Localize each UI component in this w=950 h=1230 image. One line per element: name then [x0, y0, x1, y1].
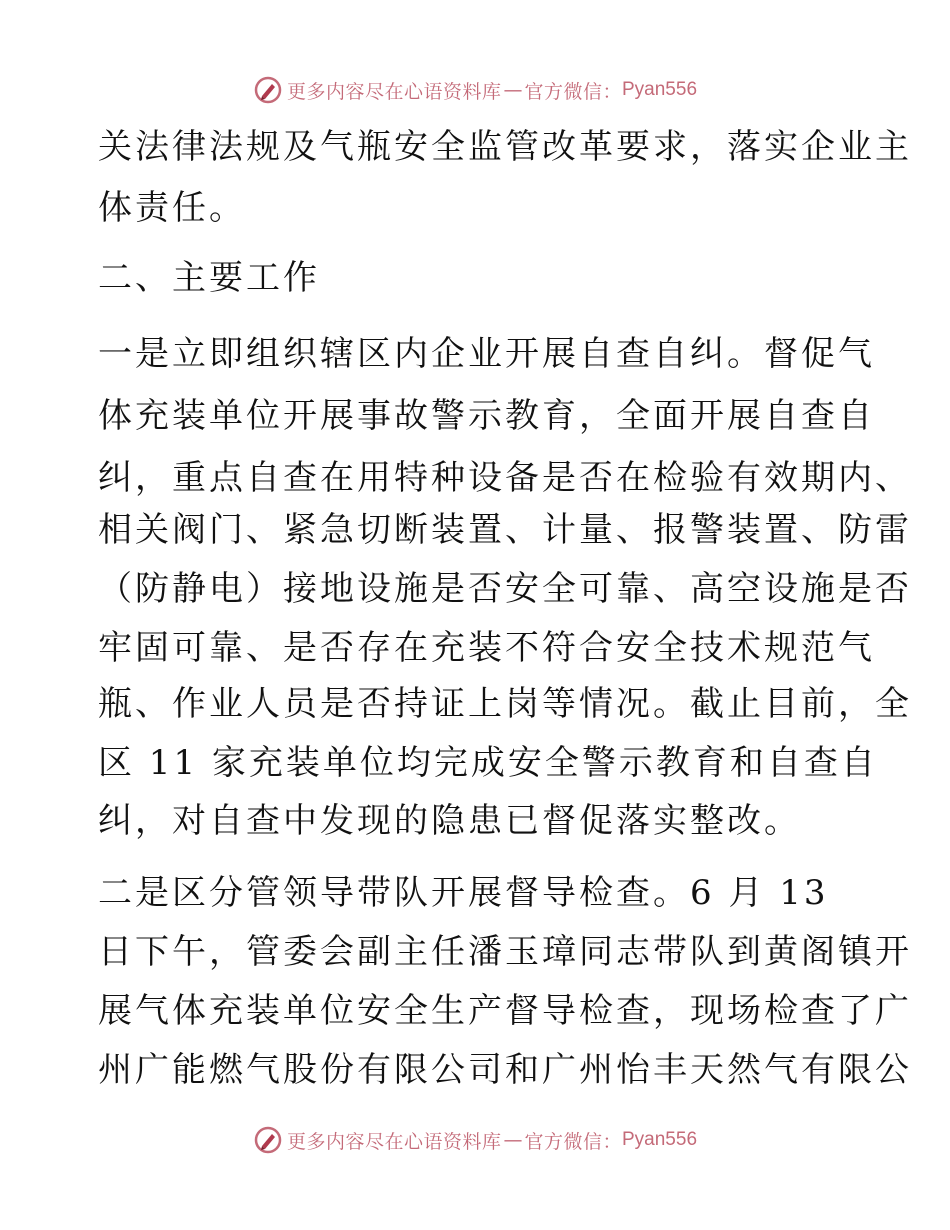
text-line: 二是区分管领导带队开展督导检查。6 月 13	[98, 873, 829, 913]
text-line: 体充装单位开展事故警示教育，全面开展自查自	[98, 396, 875, 436]
text-line: 体责任。	[98, 188, 246, 228]
watermark-text: 更多内容尽在心语资料库	[286, 80, 502, 103]
watermark-separator: —	[503, 1129, 523, 1151]
pen-logo-icon	[253, 1125, 283, 1155]
text-line: 区 11 家充装单位均完成安全警示教育和自查自	[98, 743, 878, 783]
watermark-handle: Pyan556	[622, 79, 698, 100]
watermark-handle: Pyan556	[622, 1129, 698, 1150]
text-line: 一是立即组织辖区内企业开展自查自纠。督促气	[98, 334, 875, 374]
footer-watermark	[0, 1120, 950, 1160]
watermark-separator: —	[503, 79, 523, 101]
watermark-wechat-label: 官方微信：	[524, 80, 622, 103]
text-line: 纠，重点自查在用特种设备是否在检验有效期内、	[98, 458, 912, 498]
text-line: 纠，对自查中发现的隐患已督促落实整改。	[98, 801, 801, 841]
watermark-wechat-label: 官方微信：	[524, 1130, 622, 1153]
text-line: 日下午，管委会副主任潘玉璋同志带队到黄阁镇开	[98, 932, 912, 972]
text-line: 关法律法规及气瓶安全监管改革要求，落实企业主	[98, 127, 912, 167]
pen-logo-icon	[253, 75, 283, 105]
text-line: 展气体充装单位安全生产督导检查，现场检查了广	[98, 991, 912, 1031]
text-line: 州广能燃气股份有限公司和广州怡丰天然气有限公	[98, 1050, 912, 1090]
watermark-text: 更多内容尽在心语资料库	[286, 1130, 502, 1153]
text-line: 瓶、作业人员是否持证上岗等情况。截止目前，全	[98, 684, 912, 724]
section-heading: 二、主要工作	[98, 258, 320, 298]
header-watermark	[0, 70, 950, 110]
text-line: 牢固可靠、是否存在充装不符合安全技术规范气	[98, 628, 875, 668]
text-line: （防静电）接地设施是否安全可靠、高空设施是否	[98, 569, 912, 609]
text-line: 相关阀门、紧急切断装置、计量、报警装置、防雷	[98, 510, 912, 550]
